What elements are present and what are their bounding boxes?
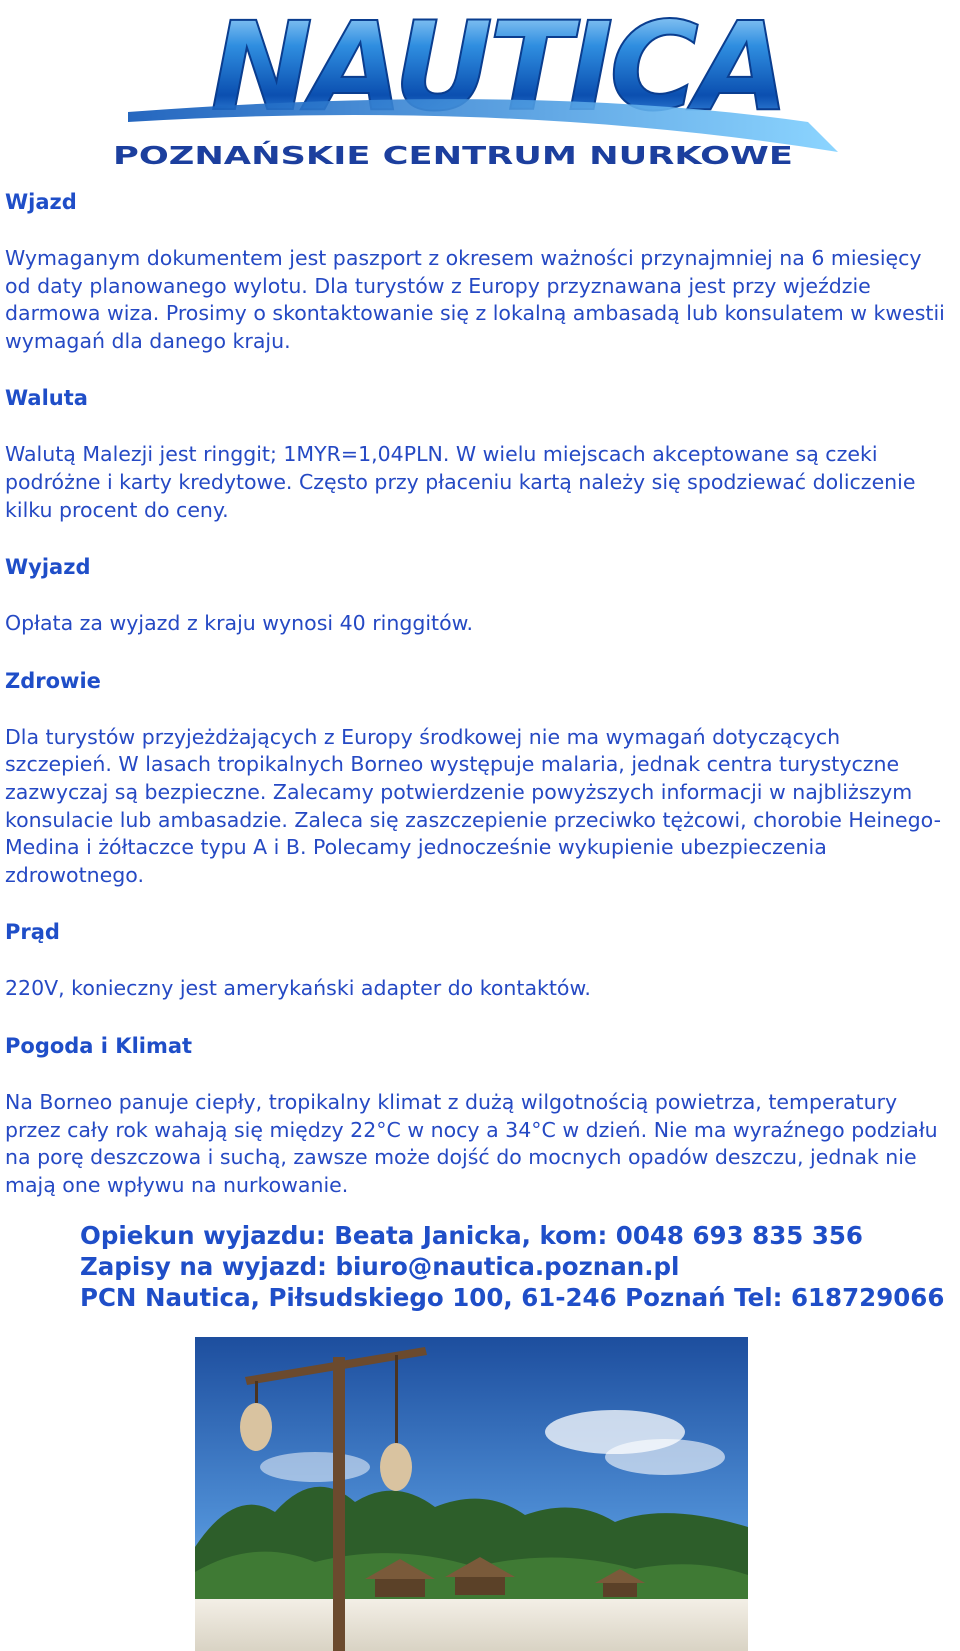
contact-address: PCN Nautica, Piłsudskiego 100, 61-246 Poznań Tel: 618729066 — [80, 1283, 945, 1312]
section-text-entry: Wymaganym dokumentem jest paszport z okresem ważności przynajmniej na 6 miesięcy od daty planowanego wylotu. Dla turystów z Europy przyznawana jest przy wjeździe darmowa wiza. Prosimy o skontaktowanie się z lokalną ambasadą lub konsulatem w kwestii wymagań dla danego kraju. — [5, 246, 945, 353]
section-heading-entry: Wjazd — [5, 190, 77, 214]
section-text-departure: Opłata za wyjazd z kraju wynosi 40 ringgitów. — [5, 611, 474, 636]
beach-photo — [195, 1337, 748, 1651]
article-content — [5, 188, 950, 1228]
section-text-health: Dla turystów przyjeżdżających z Europy środkowej nie ma wymagań dotyczących szczepień. W lasach tropikalnych Borneo występuje malaria, jednak centra turystyczne zazwyczaj są bezpieczne. Zalecamy potwierdzenie powyższych informacji w najbliższym konsulacie lub ambasadzie. Zaleca się zaszczepienie przeciwko tężcowi, chorobie Heinego-Medina i żółtaczce typu A i B. Polecamy jednocześnie wykupienie ubezpieczenia zdrowotnego. — [5, 724, 941, 887]
section-heading-departure: Wyjazd — [5, 555, 91, 580]
section-heading-currency: Waluta — [5, 386, 88, 411]
section-heading-weather: Pogoda i Klimat — [5, 1033, 193, 1058]
contact-block — [80, 1220, 945, 1313]
section-text-electricity: 220V, konieczny jest amerykański adapter do kontaktów. — [5, 976, 591, 1001]
contact-guide: Opiekun wyjazdu: Beata Janicka, kom: 0048 693 835 356 — [80, 1221, 863, 1250]
nautica-logo — [108, 4, 888, 176]
section-heading-health: Zdrowie — [5, 668, 101, 693]
contact-signup: Zapisy na wyjazd: biuro@nautica.poznan.pl — [80, 1252, 680, 1281]
logo-tagline: POZNAŃSKIE CENTRUM NURKOWE — [113, 141, 793, 170]
section-text-currency: Walutą Malezji jest ringgit; 1MYR=1,04PLN. W wielu miejscach akceptowane są czeki podróżne i karty kredytowe. Często przy płaceniu kartą należy się spodziewać doliczenie kilku procent do ceny. — [5, 442, 916, 522]
section-heading-electricity: Prąd — [5, 920, 60, 945]
section-text-weather: Na Borneo panuje ciepły, tropikalny klimat z dużą wilgotnością powietrza, temperatury przez cały rok wahają się między 22°C w nocy a 34°C w dzień. Nie ma wyraźnego podziału na porę deszczowa i suchą, zawsze może dojść do mocnych opadów deszczu, jednak nie mają one wpływu na nurkowanie. — [5, 1089, 938, 1197]
logo-brand: NAUTICA — [210, 4, 786, 138]
